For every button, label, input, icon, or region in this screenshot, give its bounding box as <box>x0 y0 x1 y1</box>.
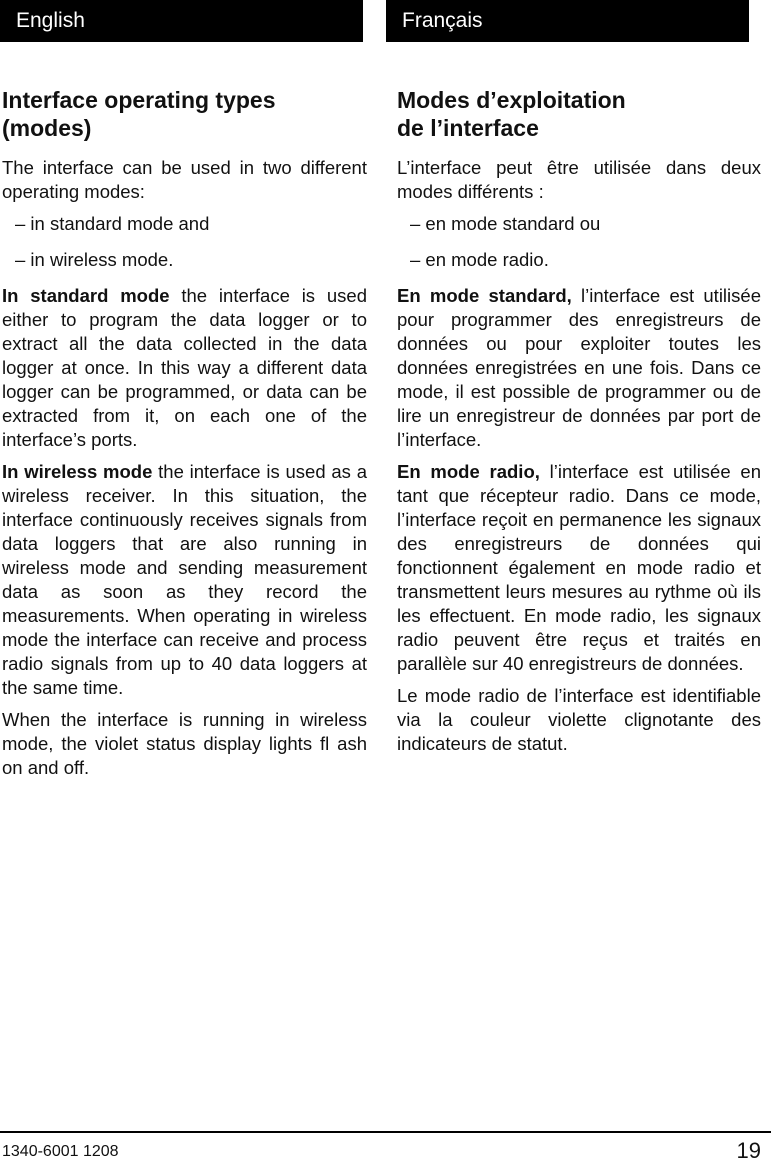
paragraph-text: l’interface est utilisée pour programmer des enregistreurs de données ou pour exploiter toutes les données enregistrées en une fois. Dans ce mode, il est possible de programmer ou de lire un enregistreur de données par port de l’interface. <box>397 285 761 450</box>
section-title <box>2 86 312 142</box>
list-item: – in wireless mode. <box>15 249 174 270</box>
title-line-1: Modes d’exploitation <box>397 87 626 113</box>
title-line-2: de l’interface <box>397 115 539 141</box>
list-item: – en mode radio. <box>410 249 549 270</box>
radio-mode-paragraph <box>397 460 761 676</box>
bold-term: In wireless mode <box>2 461 153 482</box>
title-line-1: Interface operating types <box>2 87 276 113</box>
paragraph-text: the interface is used as a wireless receiver. In this situation, the interface continuously receives signals from data loggers that are also running in wireless mode and sending measurement data as soon as they record the measurements. When operating in wireless mode the interface can receive and process radio signals from up to 40 data loggers at the same time. <box>2 461 367 698</box>
status-paragraph: When the interface is running in wireless mode, the violet status display lights fl ash on and off. <box>2 709 367 778</box>
paragraph-text: l’interface est utilisée en tant que récepteur radio. Dans ce mode, l’interface reçoit en permanence les signaux des enregistreurs de données qui fonctionnent également en mode radio et transmettent leurs mesures au rythme où ils les effectuent. En mode radio, les signaux radio peuvent être reçus et traités en parallèle sur 40 enregistreurs de données. <box>397 461 761 674</box>
language-label: Français <box>402 9 483 32</box>
status-paragraph: Le mode radio de l’interface est identifiable via la couleur violette clignotante des indicateurs de statut. <box>397 685 761 754</box>
paragraph-text: the interface is used either to program the data logger or to extract all the data collected in the data logger at once. In this way a different data logger can be programmed, or data can be extracted from it, on each one of the interface’s ports. <box>2 285 367 450</box>
list-item: – en mode standard ou <box>410 213 601 234</box>
intro-paragraph: L’interface peut être utilisée dans deux modes différents : <box>397 157 761 202</box>
language-label: English <box>16 9 85 32</box>
page-number: 19 <box>736 1138 761 1163</box>
title-line-2: (modes) <box>2 115 92 141</box>
document-number: 1340-6001 1208 <box>2 1143 119 1160</box>
footer-divider <box>0 1131 771 1133</box>
list-item: – in standard mode and <box>15 213 210 234</box>
bold-term: En mode standard, <box>397 285 572 306</box>
language-tab-french <box>386 0 749 42</box>
intro-paragraph: The interface can be used in two different operating modes: <box>2 157 367 202</box>
bold-term: In standard mode <box>2 285 170 306</box>
english-column <box>2 86 367 788</box>
french-column <box>397 86 761 764</box>
wireless-mode-paragraph <box>2 460 367 700</box>
standard-mode-paragraph <box>397 284 761 452</box>
standard-mode-paragraph <box>2 284 367 452</box>
section-title <box>397 86 707 142</box>
language-tab-english <box>0 0 363 42</box>
bold-term: En mode radio, <box>397 461 540 482</box>
